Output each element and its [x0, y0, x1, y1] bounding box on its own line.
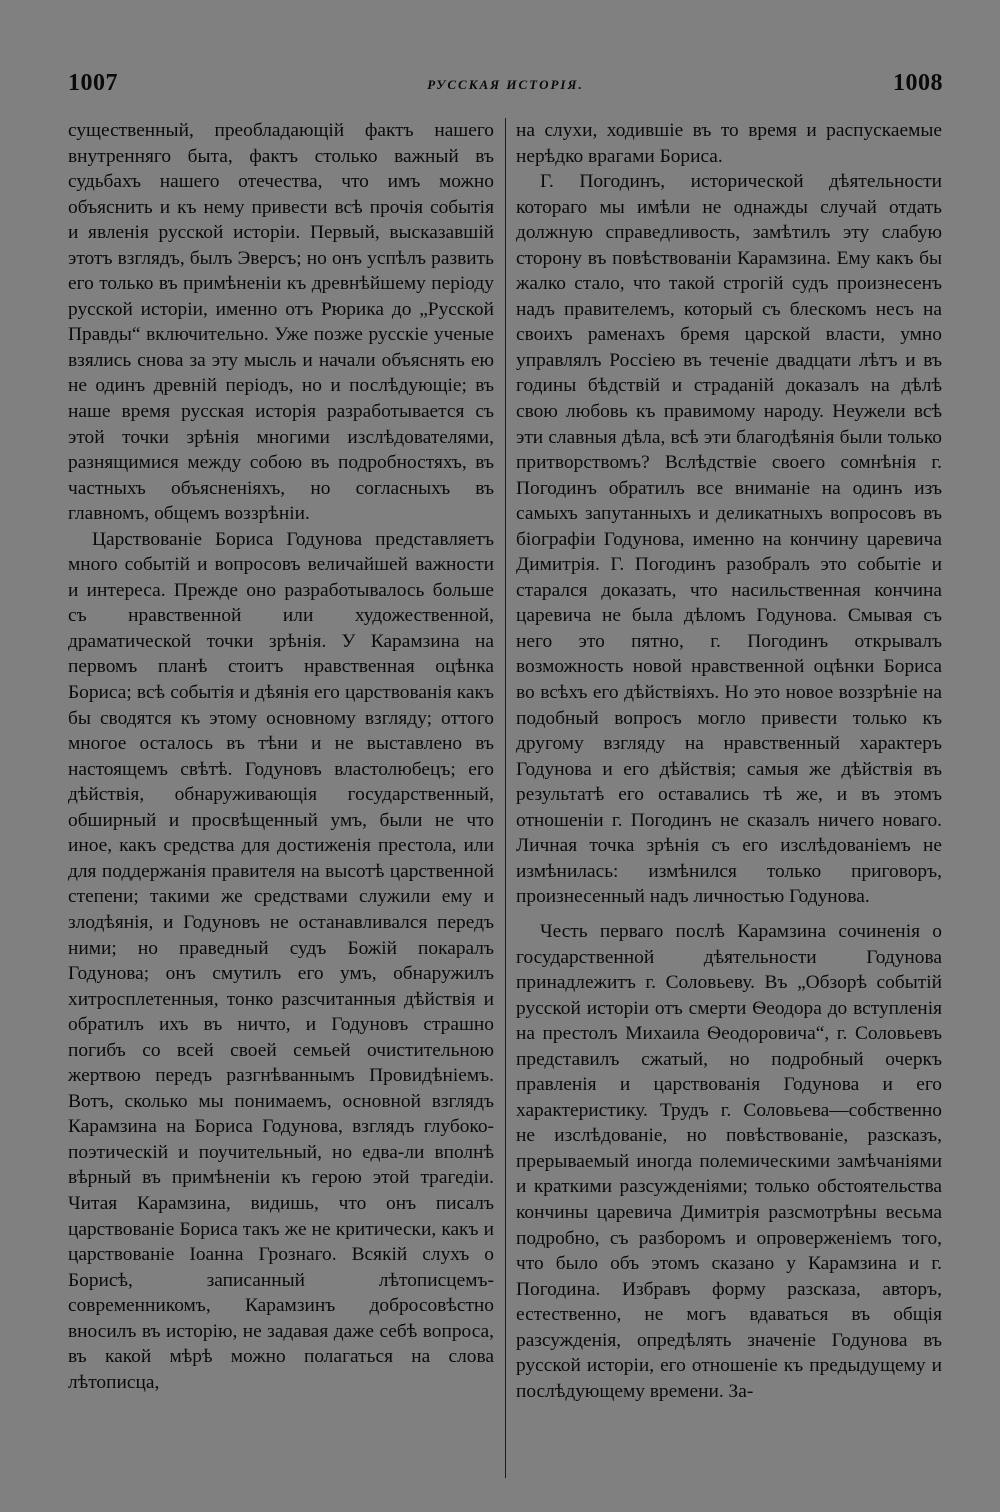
paragraph: Честь перваго послѣ Карамзина сочиненія о государственной дѣятельности Годунова принадлежитъ г. Соловьеву. Въ „Обзорѣ событій русской исторіи отъ смерти Ѳеодора до вступленія на престолъ Михаила Ѳеодоровича“, г. Соловьевъ представилъ сжатый, но подробный очеркъ правленія и царствованія Годунова и его характеристику. Трудъ г. Соловьева—собственно не изслѣдованіе, но повѣствованіе, разсказъ, прерываемый иногда полемическими замѣчаніями и краткими разсужденіями; только обстоятельства кончины царевича Димитрія разсмотрѣны весьма подробно, съ разборомъ и опроверженіемъ того, что было объ этомъ сказано у Карамзина и г. Погодина. Избравъ форму разсказа, авторъ, естественно, не могъ вдаваться въ общія разсужденія, опредѣлять значеніе Годунова въ русской исторіи, его отношеніе къ предыдущему и послѣдующему времени. За- — [516, 920, 942, 1402]
running-title: РУССКАЯ ИСТОРІЯ. — [427, 77, 584, 92]
page-number-right: 1008 — [893, 70, 943, 96]
column-divider — [505, 118, 506, 1478]
page-number-left: 1007 — [68, 70, 118, 96]
paragraph: Г. Погодинъ, исторической дѣятельности котораго мы имѣли не однажды случай отдать должную справедливость, замѣтилъ эту слабую сторону въ повѣствованіи Карамзина. Ему какъ бы жалко стало, что такой строгій судъ произнесенъ надъ правителемъ, который съ блескомъ несъ на своихъ раменахъ бремя царской власти, умно управлялъ Россіею въ теченіе двадцати лѣтъ и въ годины бѣдствій и страданій доказалъ на дѣлѣ свою любовь къ правимому народу. Неужели всѣ эти славныя дѣла, всѣ эти благодѣянія были только притворствомъ? Вслѣдствіе своего сомнѣнія г. Погодинъ обратилъ все вниманіе на одинъ изъ самыхъ запутанныхъ и деликатныхъ вопросовъ въ біографіи Годунова, именно на кончину царевича Димитрія. Г. Погодинъ разобралъ это событіе и старался доказать, что насильственная кончина царевича не была дѣломъ Годунова. Смывая съ него это пятно, г. Погодинъ открывалъ возможность новой нравственной оцѣнки Бориса во всѣхъ его дѣйствіяхъ. Но это новое воззрѣніе на подобный вопросъ могло привести только къ другому взгляду на нравственный характеръ Годунова и его дѣйствія; самыя же дѣйствія въ результатѣ его оставались тѣ же, и въ этомъ отношеніи г. Погодинъ не сказалъ ничего новаго. Личная точка зрѣнія съ его изслѣдованіемъ не измѣнилась: измѣнился только приговоръ, произнесенный надъ личностью Годунова. — [516, 171, 942, 908]
right-column — [516, 118, 942, 1480]
paragraph: Царствованіе Бориса Годунова представляетъ много событій и вопросовъ величайшей важности и интереса. Прежде оно разработывалось больше съ нравственной или художественной, драматической точки зрѣнія. У Карамзина на первомъ планѣ стоитъ нравственная оцѣнка Бориса; всѣ событія и дѣянія его царствованія какъ бы сводятся къ этому основному взгляду; оттого многое осталось въ тѣни и не выставлено въ настоящемъ свѣтѣ. Годуновъ властолюбецъ; его дѣйствія, обнаруживающія государственный, обширный и просвѣщенный умъ, были не что иное, какъ средства для достиженія престола, или для поддержанія правителя на высотѣ царственной степени; такими же средствами служили ему и злодѣянія, и Годуновъ не останавливался передъ ними; но праведный судъ Божій покаралъ Годунова; онъ смутилъ его умъ, обнаружилъ хитросплетенныя, тонко разсчитанныя дѣйствія и обратилъ ихъ въ ничто, и Годуновъ страшно погибъ со всей своей семьей очистительною жертвою передъ разгнѣваннымъ Провидѣніемъ. Вотъ, сколько мы понимаемъ, основной взглядъ Карамзина на Бориса Годунова, взглядъ глубоко-поэтическій и поучительный, но едва-ли вполнѣ вѣрный въ примѣненіи къ герою этой трагедіи. Читая Карамзина, видишь, что онъ писалъ царствованіе Бориса такъ же не критически, какъ и царствованіе Іоанна Грознаго. Всякій слухъ о Борисѣ, записанный лѣтописцемъ-современникомъ, Карамзинъ добросовѣстно вносилъ въ исторію, не задавая даже себѣ вопроса, въ какой мѣрѣ можно полагаться на слова лѣтописца, — [68, 528, 494, 1393]
page-header — [68, 70, 943, 100]
paragraph: существенный, преобладающій фактъ нашего внутренняго быта, фактъ столько важный въ судьбахъ нашего отечества, что имъ можно объяснить и къ нему привести всѣ прочія событія и явленія русской исторіи. Первый, высказавшій этотъ взглядъ, былъ Эверсъ; но онъ успѣлъ развить его только въ примѣненіи къ древнѣйшему періоду русской исторіи, именно отъ Рюрика до „Русской Правды“ включительно. Уже позже русскіе ученые взялись снова за эту мысль и начали объяснять ею не одинъ древній періодъ, но и послѣдующіе; въ наше время русская исторія разработывается съ этой точки зрѣнія многими изслѣдователями, разнящимися между собою въ подробностяхъ, въ частныхъ объясненіяхъ, но согласныхъ въ главномъ, общемъ воззрѣніи. — [68, 120, 494, 525]
paragraph: на слухи, ходившіе въ то время и распускаемые нерѣдко врагами Бориса. — [516, 120, 942, 167]
left-column — [68, 118, 494, 1480]
